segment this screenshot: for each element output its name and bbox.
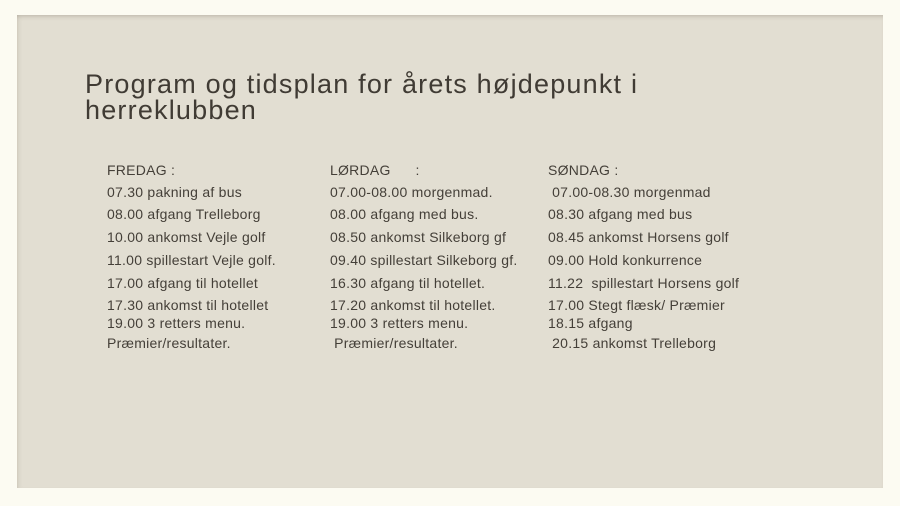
schedule-column-soendag [548, 163, 739, 356]
schedule-row: 11.00 spillestart Vejle golf. [107, 252, 276, 268]
schedule-row: 08.00 afgang med bus. [330, 206, 479, 222]
schedule-row: 08.30 afgang med bus [548, 206, 693, 222]
slide [17, 15, 883, 488]
schedule-row: 16.30 afgang til hotellet. [330, 275, 486, 291]
schedule-row: 07.00-08.00 morgenmad. [330, 184, 493, 200]
schedule-row: 19.00 3 retters menu. [107, 315, 246, 331]
schedule-row: 08.50 ankomst Silkeborg gf [330, 229, 507, 245]
schedule-row: 08.00 afgang Trelleborg [107, 206, 261, 222]
schedule-column-fredag [107, 163, 276, 356]
schedule-row: 07.30 pakning af bus [107, 184, 242, 200]
schedule-row: 17.00 Stegt flæsk/ Præmier [548, 297, 725, 313]
column-header-soendag: SØNDAG : [548, 162, 619, 178]
column-header-loerdag: LØRDAG : [330, 162, 420, 178]
slide-title-line-1: Program og tidsplan for årets højdepunkt i [85, 69, 639, 99]
schedule-row: 20.15 ankomst Trelleborg [548, 335, 717, 351]
schedule-row: 08.45 ankomst Horsens golf [548, 229, 729, 245]
schedule-column-loerdag [330, 163, 518, 356]
schedule-row: 19.00 3 retters menu. [330, 315, 469, 331]
schedule-row: 17.00 afgang til hotellet [107, 275, 259, 291]
schedule-row: 10.00 ankomst Vejle golf [107, 229, 266, 245]
schedule-row: 17.20 ankomst til hotellet. [330, 297, 496, 313]
schedule-row: 11.22 spillestart Horsens golf [548, 275, 740, 291]
column-header-fredag: FREDAG : [107, 162, 176, 178]
schedule [17, 163, 883, 383]
schedule-row: Præmier/resultater. [330, 335, 458, 351]
schedule-row: 09.00 Hold konkurrence [548, 252, 703, 268]
schedule-row: 18.15 afgang [548, 315, 633, 331]
schedule-row: 17.30 ankomst til hotellet [107, 297, 269, 313]
schedule-row: Præmier/resultater. [107, 335, 231, 351]
schedule-row: 09.40 spillestart Silkeborg gf. [330, 252, 518, 268]
slide-title-line-2: herreklubben [85, 95, 258, 125]
schedule-row: 07.00-08.30 morgenmad [548, 184, 711, 200]
slide-title [85, 71, 638, 123]
